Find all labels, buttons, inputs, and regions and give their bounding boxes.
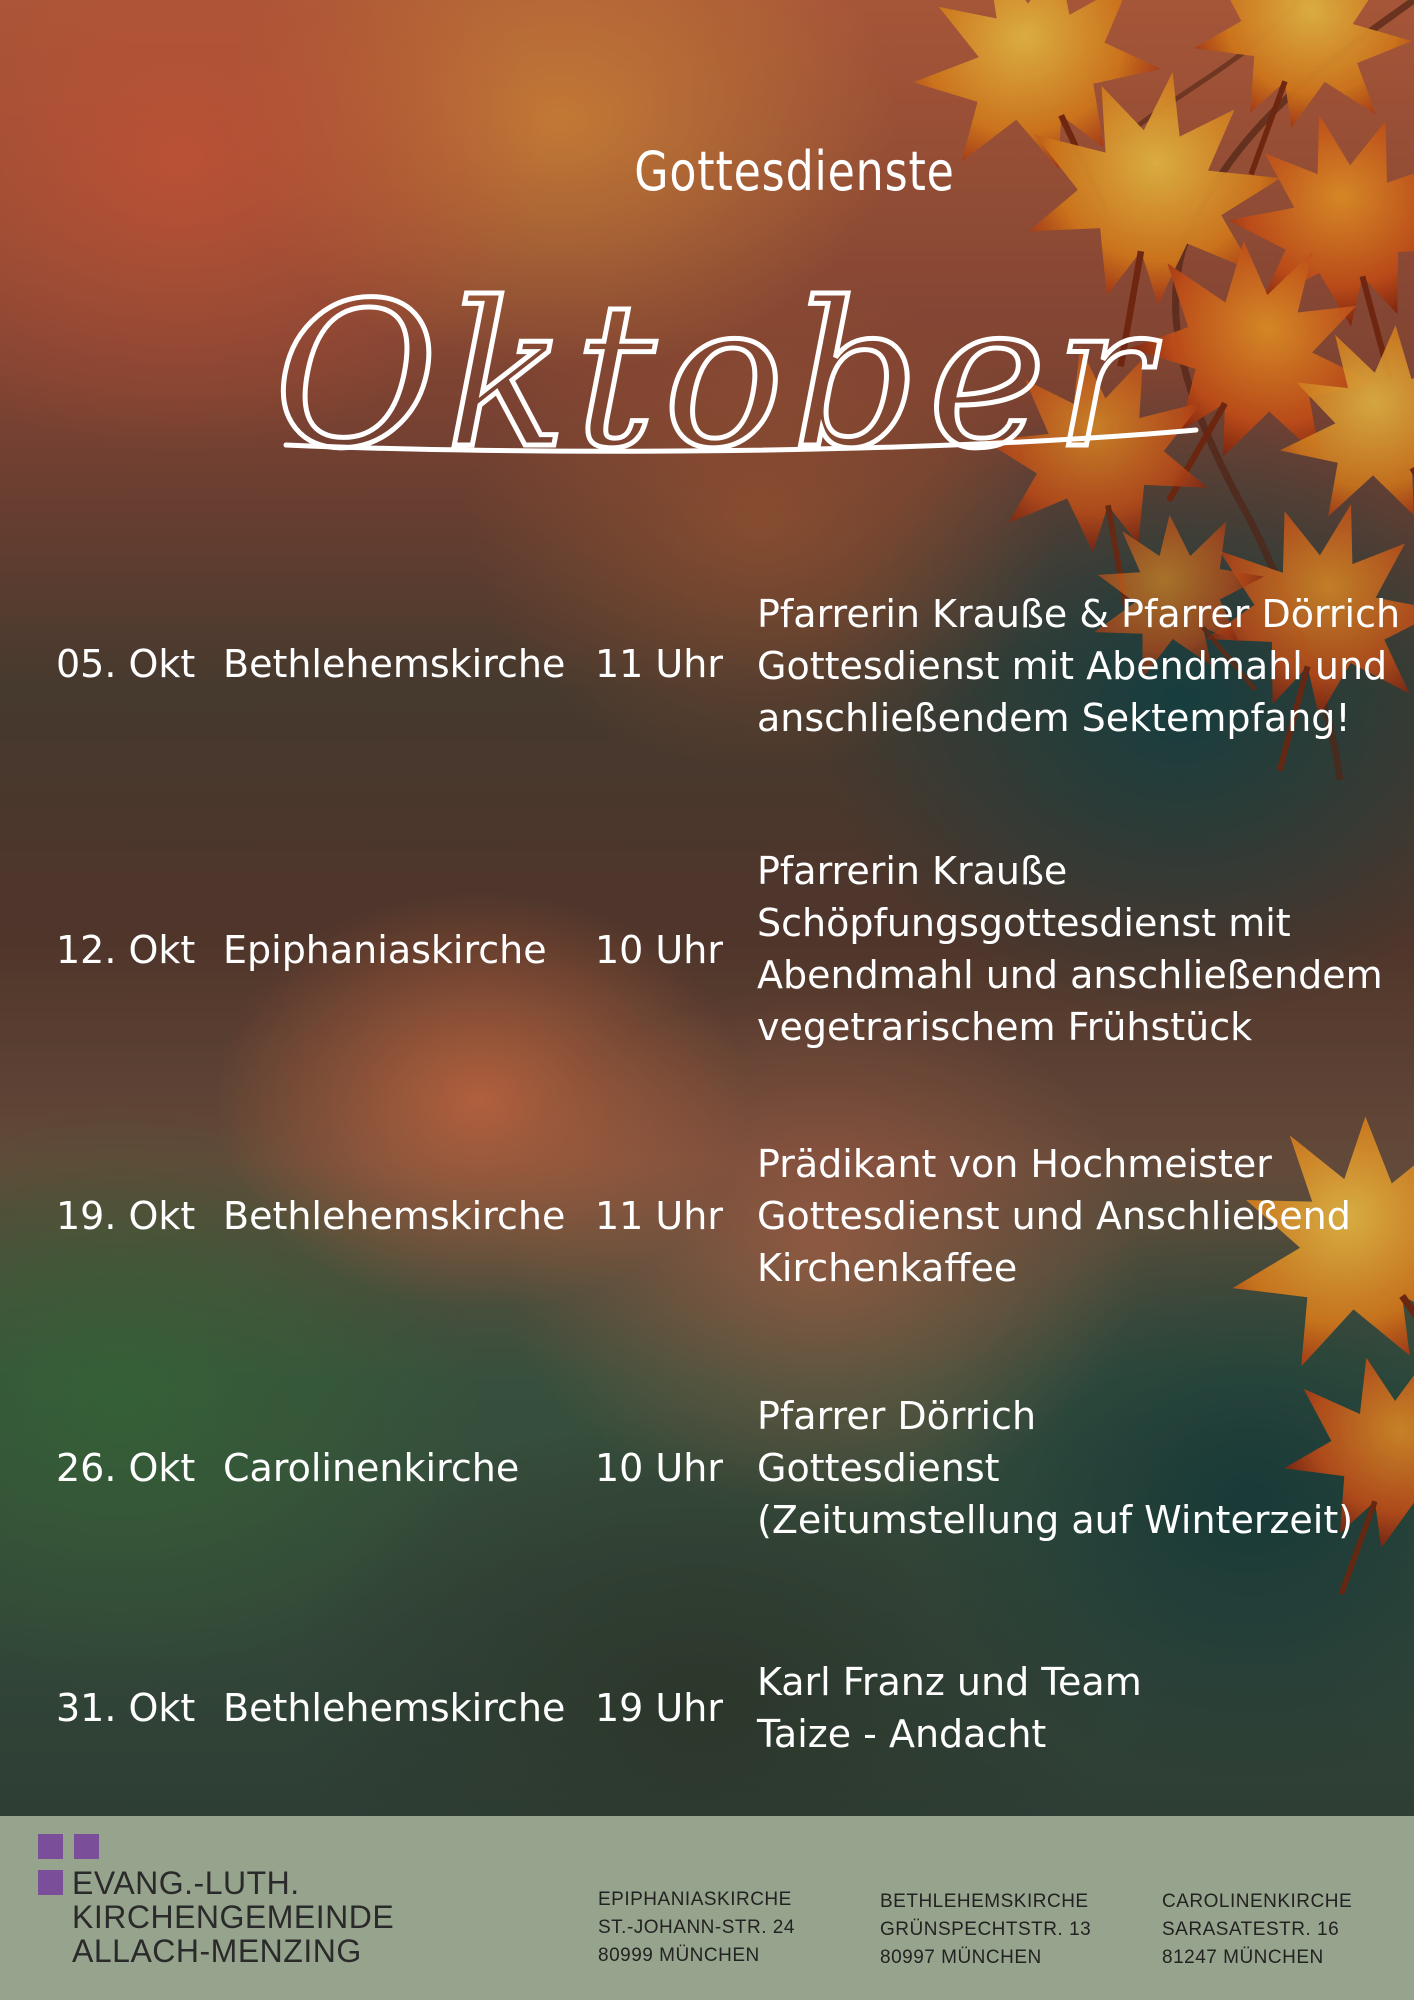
address-bethlehemskirche (880, 1888, 1091, 1972)
description-line: (Zeitumstellung auf Winterzeit) (757, 1498, 1354, 1542)
address-name: CAROLINENKIRCHE (1162, 1891, 1353, 1912)
header-kicker: Gottesdienste (634, 140, 955, 203)
service-time: 19 Uhr (595, 1686, 723, 1730)
service-date: 31. Okt (56, 1686, 196, 1730)
address-name: EPIPHANIASKIRCHE (598, 1889, 792, 1910)
address-street: SARASATESTR. 16 (1162, 1919, 1340, 1940)
description-line: Kirchenkaffee (757, 1246, 1018, 1290)
description-line: Pfarrerin Kraußе & Pfarrer Dörrich (757, 592, 1401, 636)
description-line: Gottesdienst und Anschließend (757, 1194, 1351, 1238)
description-line: Karl Franz und Team (757, 1660, 1142, 1704)
description-line: anschließendem Sektempfang! (757, 696, 1351, 740)
footer (0, 1816, 1414, 2000)
description-line: Gottesdienst (757, 1446, 1000, 1490)
service-church: Bethlehemskirche (223, 1686, 566, 1730)
address-city: 80999 MÜNCHEN (598, 1945, 760, 1966)
service-description (757, 588, 1400, 744)
address-street: ST.-JOHANN-STR. 24 (598, 1917, 795, 1938)
address-street: GRÜNSPECHTSTR. 13 (880, 1919, 1092, 1940)
service-time: 10 Uhr (595, 1446, 723, 1490)
month-script-text: Oktober (274, 260, 1158, 493)
service-time: 11 Uhr (595, 1194, 723, 1238)
service-description (757, 1390, 1353, 1546)
service-church: Epiphaniaskirche (223, 928, 547, 972)
address-carolinenkirche (1162, 1888, 1352, 1972)
service-description (757, 1656, 1142, 1760)
service-description (757, 1138, 1351, 1294)
address-name: BETHLEHEMSKIRCHE (880, 1891, 1089, 1912)
service-date: 26. Okt (56, 1446, 196, 1490)
service-description (757, 845, 1383, 1053)
month-script-lettering (216, 240, 1216, 500)
service-time: 10 Uhr (595, 928, 723, 972)
address-epiphaniaskirche (598, 1886, 795, 1970)
service-date: 05. Okt (56, 642, 196, 686)
service-date: 12. Okt (56, 928, 196, 972)
description-line: vegetrarischem Frühstück (757, 1005, 1253, 1049)
description-line: Pfarrerin Krauße (757, 849, 1068, 893)
description-line: Pfarrer Dörrich (757, 1394, 1037, 1438)
service-church: Bethlehemskirche (223, 642, 566, 686)
description-line: Taize - Andacht (757, 1712, 1047, 1756)
description-line: Schöpfungsgottesdienst mit (757, 901, 1291, 945)
address-city: 80997 MÜNCHEN (880, 1947, 1042, 1968)
service-church: Bethlehemskirche (223, 1194, 566, 1238)
description-line: Abendmahl und anschließendem (757, 953, 1383, 997)
service-date: 19. Okt (56, 1194, 196, 1238)
description-line: Prädikant von Hochmeister (757, 1142, 1272, 1186)
parish-name (72, 1866, 394, 1968)
parish-name-line: KIRCHENGEMEINDE (72, 1899, 395, 1935)
parish-name-line: ALLACH-MENZING (72, 1933, 362, 1969)
month-title (216, 240, 1216, 500)
address-city: 81247 MÜNCHEN (1162, 1947, 1324, 1968)
service-time: 11 Uhr (595, 642, 723, 686)
service-church: Carolinenkirche (223, 1446, 520, 1490)
parish-name-line: EVANG.-LUTH. (72, 1865, 300, 1901)
description-line: Gottesdienst mit Abendmahl und (757, 644, 1388, 688)
